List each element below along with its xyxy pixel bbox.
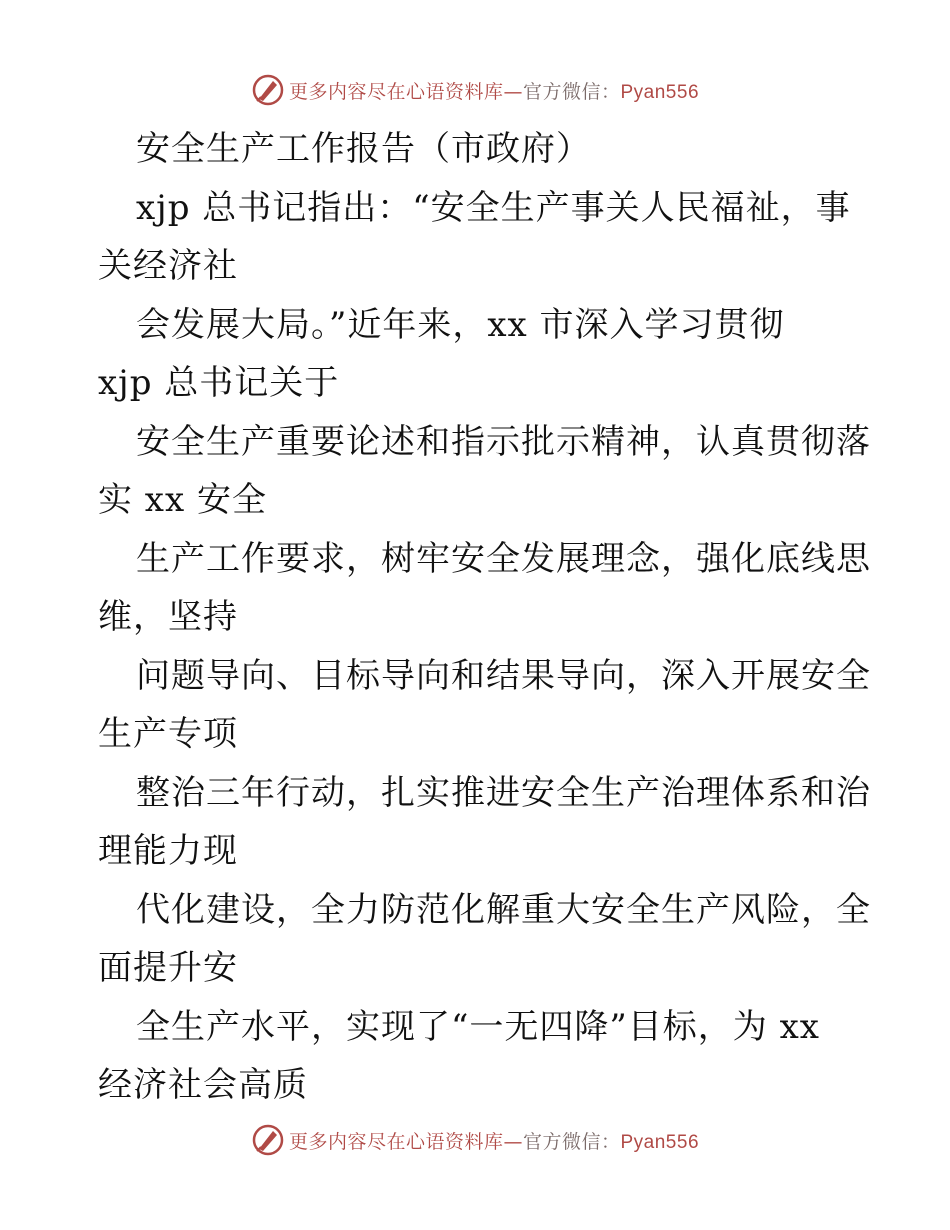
paragraph-line: 安全生产重要论述和指示批示精神，认真贯彻落 [136, 421, 871, 462]
paragraph-line: xjp 总书记关于 [98, 363, 340, 403]
paragraph-line: 生产工作要求，树牢安全发展理念，强化底线思 [136, 538, 871, 579]
header-banner [0, 70, 950, 110]
paragraph-line: 维，坚持 [98, 597, 238, 637]
quill-logo-icon [251, 73, 285, 107]
paragraph-line: 问题导向、目标导向和结果导向，深入开展安全 [136, 655, 871, 696]
paragraph-line: 关经济社 [98, 246, 238, 286]
banner-wechat-label: 官方微信： [522, 80, 621, 103]
footer-banner [0, 1120, 950, 1160]
document-title: 安全生产工作报告（市政府） [136, 129, 591, 169]
paragraph-line: 整治三年行动，扎实推进安全生产治理体系和治 [136, 772, 871, 813]
document-body [98, 120, 871, 1115]
banner-separator: — [503, 1130, 523, 1153]
paragraph-line: 全生产水平，实现了“一无四降”目标，为 xx [136, 1006, 820, 1047]
quill-logo-icon [251, 1123, 285, 1157]
paragraph-line: 面提升安 [98, 948, 238, 988]
paragraph-line: 经济社会高质 [98, 1065, 308, 1105]
banner-wechat-label: 官方微信： [522, 1130, 621, 1153]
banner-title: 更多内容尽在心语资料库 [288, 80, 504, 103]
paragraph-line: 会发展大局。”近年来，xx 市深入学习贯彻 [136, 304, 785, 345]
paragraph-line: 理能力现 [98, 831, 238, 871]
paragraph-line: xjp 总书记指出：“安全生产事关人民福祉，事 [136, 187, 851, 228]
banner-wechat-id: Pyan556 [620, 81, 700, 103]
paragraph-line: 代化建设，全力防范化解重大安全生产风险，全 [136, 889, 871, 930]
paragraph-line: 生产专项 [98, 714, 238, 754]
banner-wechat-id: Pyan556 [620, 1131, 700, 1153]
banner-title: 更多内容尽在心语资料库 [288, 1130, 504, 1153]
paragraph-line: 实 xx 安全 [98, 480, 267, 520]
banner-separator: — [503, 80, 523, 103]
